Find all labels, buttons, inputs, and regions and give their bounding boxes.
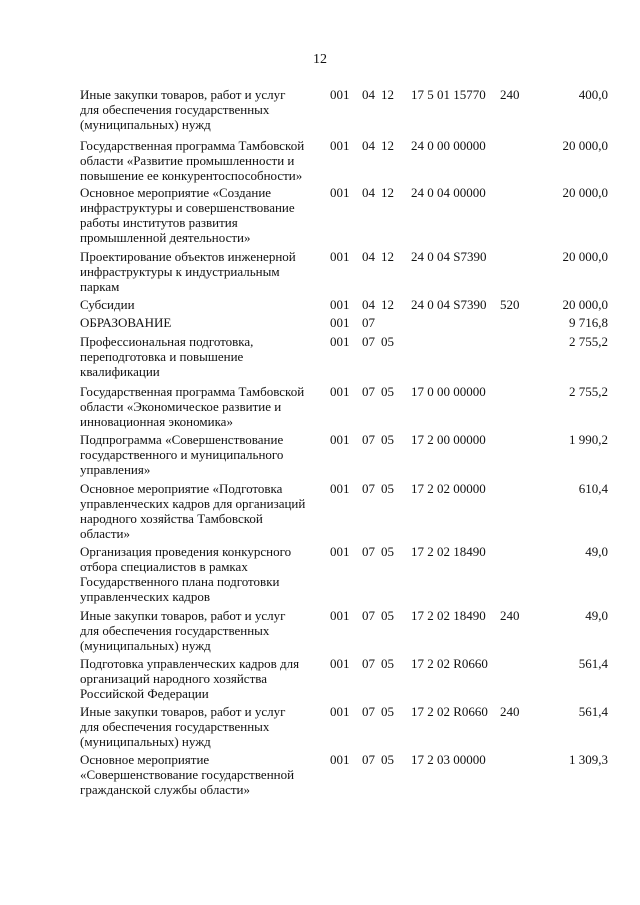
row-subsection: 05 bbox=[381, 608, 394, 623]
row-subsection: 12 bbox=[381, 138, 394, 153]
row-section: 04 bbox=[362, 87, 375, 102]
row-amount: 20 000,0 bbox=[562, 138, 608, 153]
row-ministry-code: 001 bbox=[330, 752, 350, 767]
row-target-article: 17 2 02 R0660 bbox=[411, 704, 488, 719]
row-target-article: 24 0 04 00000 bbox=[411, 185, 486, 200]
row-section: 07 bbox=[362, 752, 375, 767]
row-amount: 610,4 bbox=[578, 481, 608, 496]
row-amount: 9 716,8 bbox=[569, 315, 608, 330]
row-amount: 20 000,0 bbox=[562, 297, 608, 312]
row-amount: 2 755,2 bbox=[569, 334, 608, 349]
row-name: Иные закупки товаров, работ и услуг для обеспечения государственных (муниципальных) нужд bbox=[80, 87, 286, 132]
row-name: ОБРАЗОВАНИЕ bbox=[80, 315, 172, 330]
row-name: Иные закупки товаров, работ и услуг для обеспечения государственных (муниципальных) нужд bbox=[80, 704, 286, 749]
row-name: Основное мероприятие «Подготовка управленческих кадров для организаций народного хозяйства Тамбовской области» bbox=[80, 481, 306, 541]
row-amount: 1 309,3 bbox=[569, 752, 608, 767]
row-name: Профессиональная подготовка, переподготовка и повышение квалификации bbox=[80, 334, 254, 379]
table-row bbox=[0, 544, 640, 608]
row-name: Организация проведения конкурсного отбора специалистов в рамках Государственного плана подготовки управленческих кадров bbox=[80, 544, 292, 604]
row-name: Субсидии bbox=[80, 297, 135, 312]
row-amount: 561,4 bbox=[578, 656, 608, 671]
row-section: 07 bbox=[362, 656, 375, 671]
row-target-article: 17 2 02 R0660 bbox=[411, 656, 488, 671]
budget-table bbox=[0, 87, 640, 800]
table-row bbox=[0, 384, 640, 432]
row-section: 04 bbox=[362, 249, 375, 264]
row-section: 07 bbox=[362, 334, 375, 349]
row-subsection: 12 bbox=[381, 249, 394, 264]
row-target-article: 17 2 02 18490 bbox=[411, 608, 486, 623]
table-row bbox=[0, 704, 640, 752]
row-amount: 400,0 bbox=[578, 87, 608, 102]
table-row bbox=[0, 334, 640, 384]
row-ministry-code: 001 bbox=[330, 481, 350, 496]
row-amount: 20 000,0 bbox=[562, 249, 608, 264]
row-subsection: 05 bbox=[381, 656, 394, 671]
table-row bbox=[0, 185, 640, 249]
row-target-article: 24 0 04 S7390 bbox=[411, 297, 487, 312]
row-ministry-code: 001 bbox=[330, 384, 350, 399]
row-expense-type: 240 bbox=[500, 704, 520, 719]
row-ministry-code: 001 bbox=[330, 138, 350, 153]
row-ministry-code: 001 bbox=[330, 608, 350, 623]
table-row bbox=[0, 432, 640, 481]
row-amount: 49,0 bbox=[585, 544, 608, 559]
row-name: Государственная программа Тамбовской области «Развитие промышленности и повышение ее конкурентоспособности» bbox=[80, 138, 305, 183]
row-name: Основное мероприятие «Совершенствование государственной гражданской службы области» bbox=[80, 752, 295, 797]
row-amount: 2 755,2 bbox=[569, 384, 608, 399]
row-section: 04 bbox=[362, 138, 375, 153]
row-expense-type: 520 bbox=[500, 297, 520, 312]
row-name: Проектирование объектов инженерной инфраструктуры к индустриальным паркам bbox=[80, 249, 296, 294]
row-ministry-code: 001 bbox=[330, 432, 350, 447]
row-subsection: 12 bbox=[381, 87, 394, 102]
row-ministry-code: 001 bbox=[330, 544, 350, 559]
table-row bbox=[0, 138, 640, 185]
row-section: 07 bbox=[362, 384, 375, 399]
row-target-article: 24 0 00 00000 bbox=[411, 138, 486, 153]
row-name: Основное мероприятие «Создание инфраструктуры и совершенствование работы институтов развития промышленной деятельности» bbox=[80, 185, 295, 245]
row-subsection: 05 bbox=[381, 544, 394, 559]
row-ministry-code: 001 bbox=[330, 87, 350, 102]
row-target-article: 24 0 04 S7390 bbox=[411, 249, 487, 264]
row-subsection: 12 bbox=[381, 297, 394, 312]
row-section: 07 bbox=[362, 481, 375, 496]
row-section: 07 bbox=[362, 544, 375, 559]
row-ministry-code: 001 bbox=[330, 249, 350, 264]
table-row bbox=[0, 656, 640, 704]
row-ministry-code: 001 bbox=[330, 656, 350, 671]
page-number: 12 bbox=[313, 52, 327, 67]
table-row bbox=[0, 87, 640, 138]
row-name: Подпрограмма «Совершенствование государственного и муниципального управления» bbox=[80, 432, 284, 477]
row-ministry-code: 001 bbox=[330, 315, 350, 330]
row-target-article: 17 0 00 00000 bbox=[411, 384, 486, 399]
row-target-article: 17 2 03 00000 bbox=[411, 752, 486, 767]
row-ministry-code: 001 bbox=[330, 704, 350, 719]
row-target-article: 17 2 02 00000 bbox=[411, 481, 486, 496]
row-ministry-code: 001 bbox=[330, 297, 350, 312]
table-row bbox=[0, 752, 640, 800]
row-target-article: 17 5 01 15770 bbox=[411, 87, 486, 102]
row-subsection: 05 bbox=[381, 432, 394, 447]
row-name: Государственная программа Тамбовской области «Экономическое развитие и инновационная экономика» bbox=[80, 384, 305, 429]
row-section: 07 bbox=[362, 432, 375, 447]
row-name: Иные закупки товаров, работ и услуг для обеспечения государственных (муниципальных) нужд bbox=[80, 608, 286, 653]
row-subsection: 05 bbox=[381, 384, 394, 399]
row-name: Подготовка управленческих кадров для организаций народного хозяйства Российской Федерации bbox=[80, 656, 300, 701]
table-row bbox=[0, 608, 640, 656]
row-ministry-code: 001 bbox=[330, 185, 350, 200]
row-section: 07 bbox=[362, 704, 375, 719]
table-row bbox=[0, 315, 640, 334]
row-subsection: 05 bbox=[381, 334, 394, 349]
row-expense-type: 240 bbox=[500, 608, 520, 623]
row-section: 04 bbox=[362, 185, 375, 200]
row-ministry-code: 001 bbox=[330, 334, 350, 349]
row-section: 07 bbox=[362, 608, 375, 623]
row-section: 07 bbox=[362, 315, 375, 330]
row-amount: 49,0 bbox=[585, 608, 608, 623]
row-amount: 561,4 bbox=[578, 704, 608, 719]
row-subsection: 05 bbox=[381, 704, 394, 719]
row-subsection: 12 bbox=[381, 185, 394, 200]
row-target-article: 17 2 00 00000 bbox=[411, 432, 486, 447]
row-amount: 20 000,0 bbox=[562, 185, 608, 200]
row-section: 04 bbox=[362, 297, 375, 312]
row-target-article: 17 2 02 18490 bbox=[411, 544, 486, 559]
row-subsection: 05 bbox=[381, 481, 394, 496]
table-row bbox=[0, 249, 640, 297]
table-row bbox=[0, 297, 640, 315]
table-row bbox=[0, 481, 640, 544]
row-amount: 1 990,2 bbox=[569, 432, 608, 447]
row-subsection: 05 bbox=[381, 752, 394, 767]
row-expense-type: 240 bbox=[500, 87, 520, 102]
